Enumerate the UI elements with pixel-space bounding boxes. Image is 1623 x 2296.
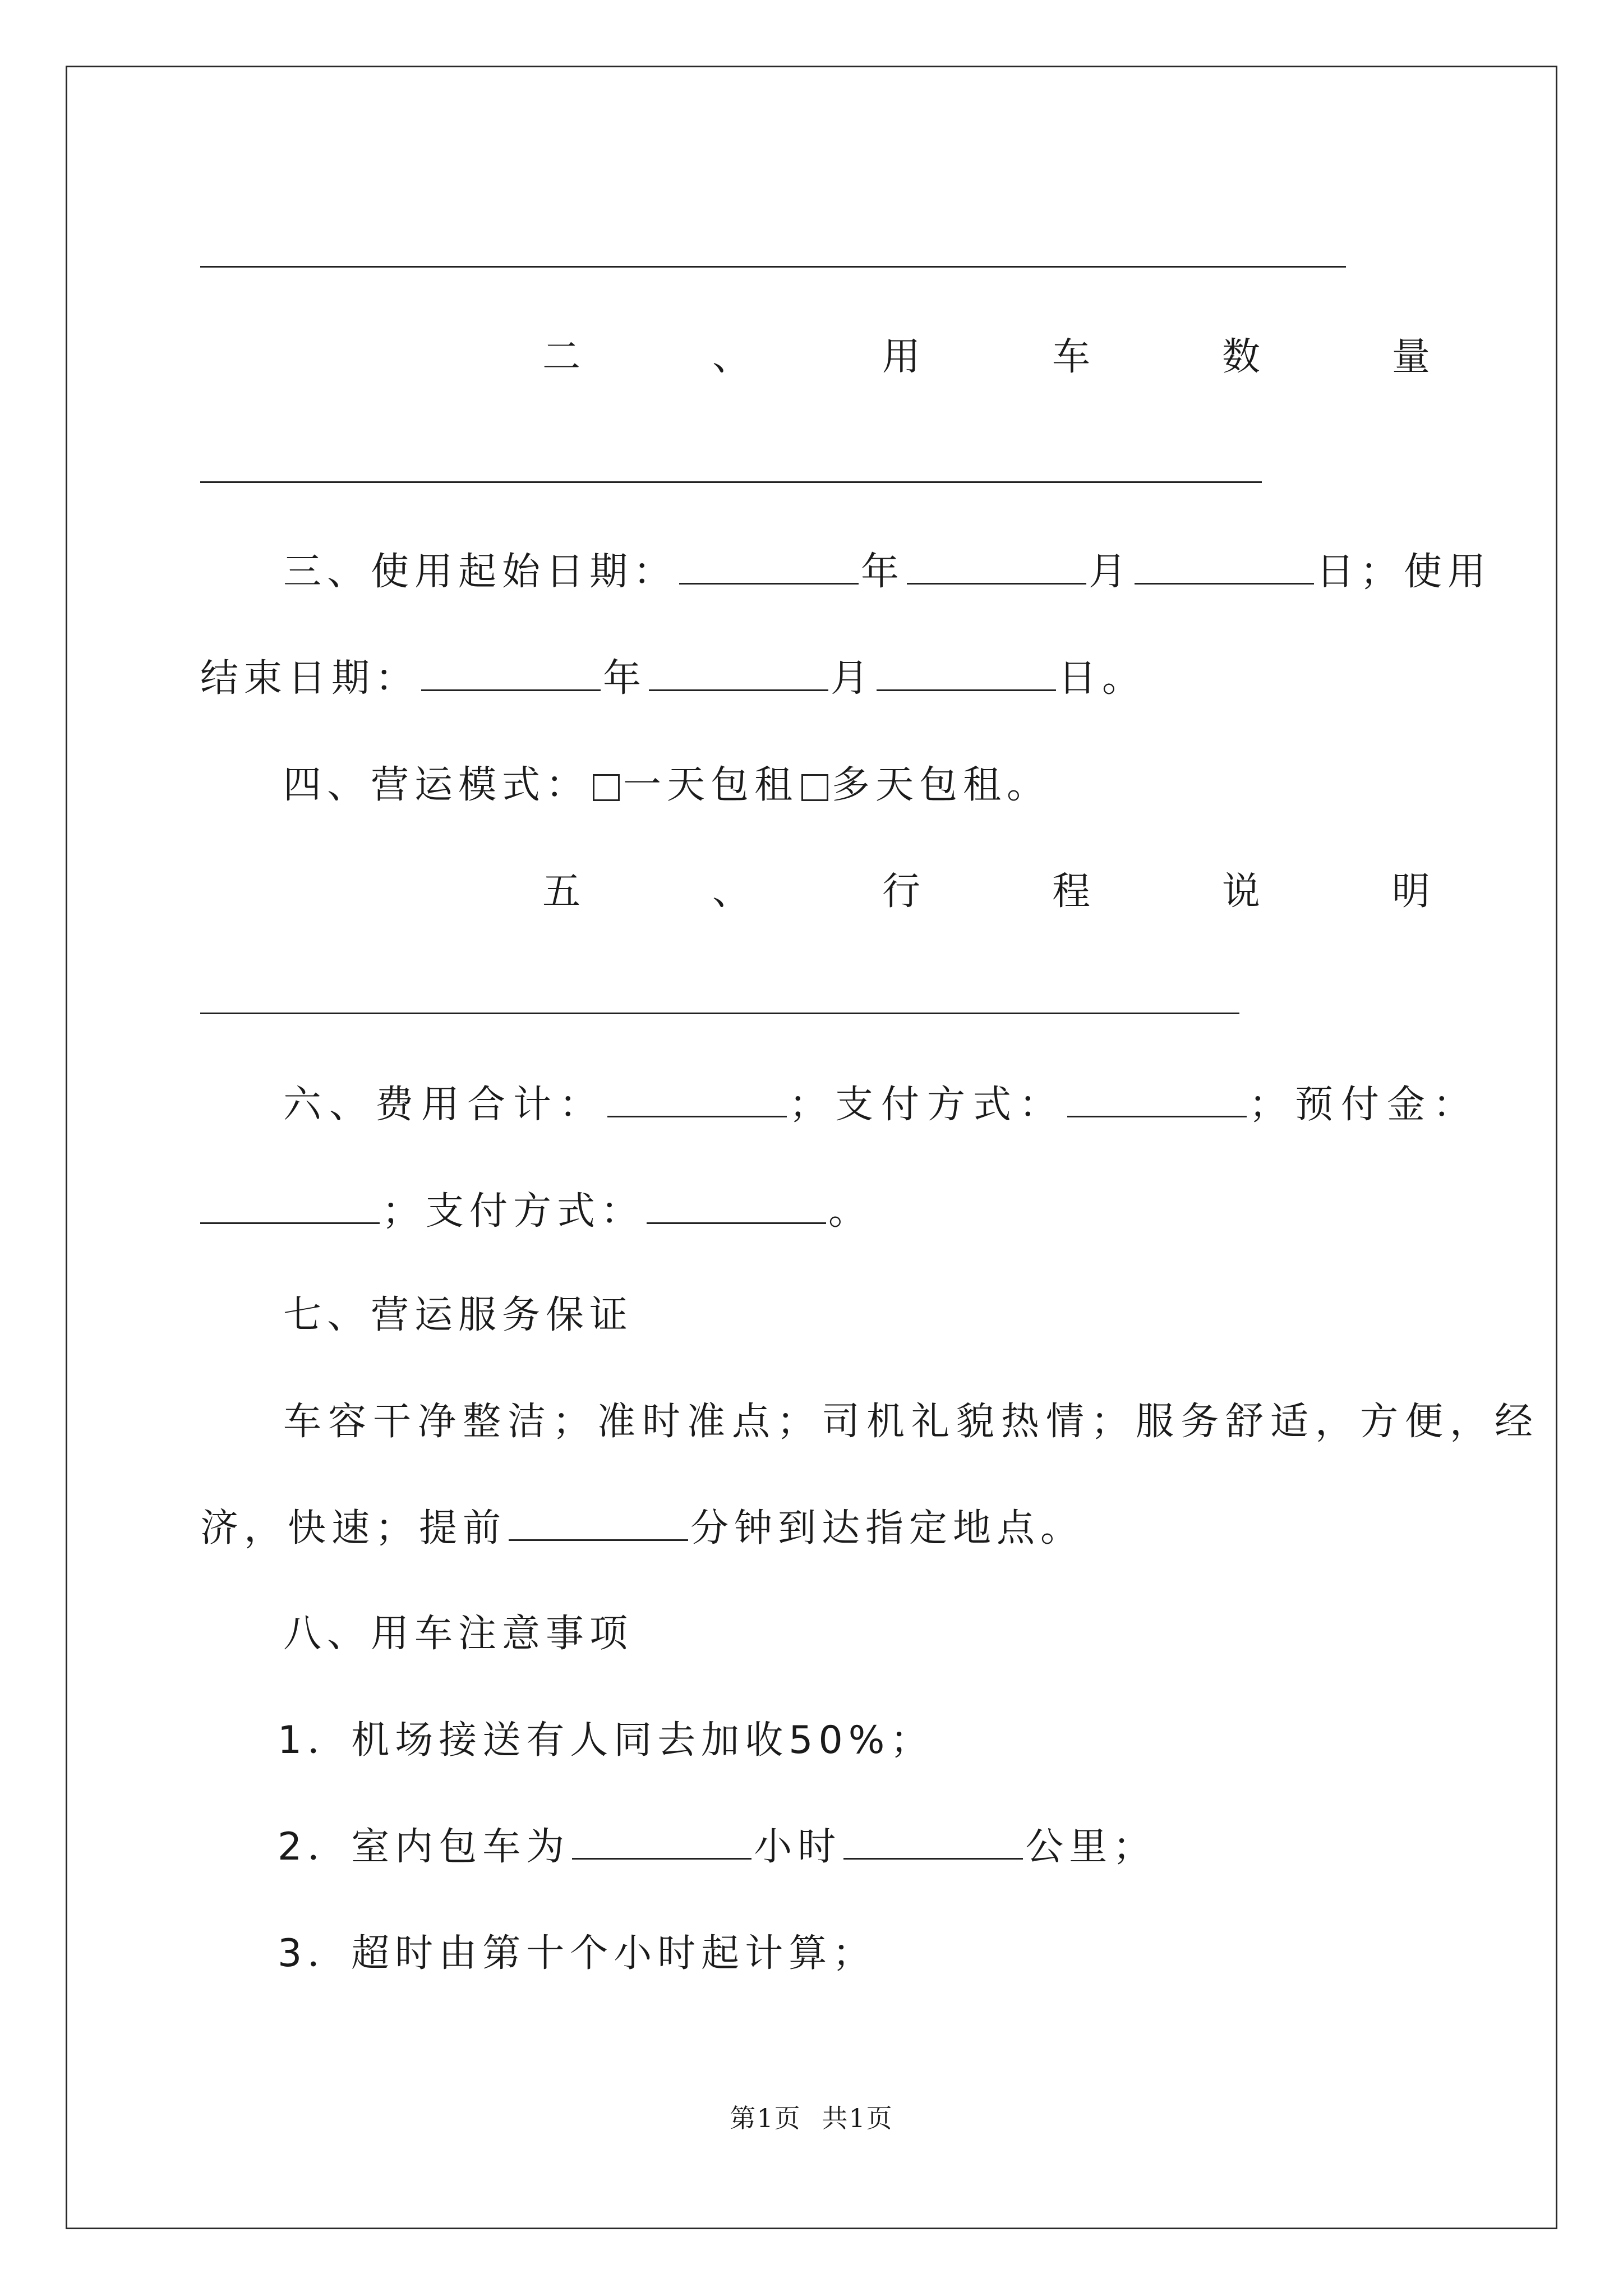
section-7-line-2 bbox=[200, 1503, 1084, 1554]
text: 年 bbox=[603, 656, 647, 701]
text: 1．机场接送有人同去加收50%； bbox=[278, 1718, 934, 1763]
checkbox[interactable] bbox=[801, 774, 828, 801]
heading-char: 程 bbox=[1052, 869, 1090, 914]
heading-char: 二 bbox=[542, 335, 581, 379]
text: 分钟到达指定地点。 bbox=[690, 1506, 1085, 1550]
text: 3．超时由第十个小时起计算； bbox=[278, 1931, 877, 1976]
heading-char: 明 bbox=[1391, 869, 1430, 914]
text: 八、用车注意事项 bbox=[283, 1612, 634, 1656]
section-8-item-3 bbox=[278, 1929, 876, 1979]
blank-field[interactable] bbox=[1067, 1082, 1247, 1117]
section-4 bbox=[283, 760, 1050, 811]
text: 结束日期： bbox=[200, 656, 419, 701]
text: 济，快速；提前 bbox=[200, 1506, 507, 1550]
page-footer bbox=[0, 2098, 1623, 2135]
blank-field[interactable] bbox=[843, 1824, 1023, 1860]
text: 车容干净整洁；准时准点；司机礼貌热情；服务舒适，方便，经 bbox=[283, 1400, 1540, 1444]
text: 七、营运服务保证 bbox=[283, 1293, 634, 1337]
blank-field[interactable] bbox=[572, 1824, 751, 1860]
section-5-heading bbox=[200, 867, 1430, 917]
blank-field[interactable] bbox=[877, 656, 1056, 691]
fill-in-line-3 bbox=[200, 1013, 1239, 1014]
heading-char: 用 bbox=[882, 335, 920, 379]
text: 2．室内包车为 bbox=[278, 1825, 570, 1869]
heading-char: 、 bbox=[712, 335, 750, 379]
text: 六、费用合计： bbox=[283, 1083, 606, 1127]
blank-field[interactable] bbox=[647, 1189, 826, 1224]
text: 月 bbox=[1089, 550, 1133, 594]
text: 三、使用起始日期： bbox=[283, 550, 677, 594]
page-border bbox=[66, 66, 1557, 2229]
section-3-line-1 bbox=[283, 547, 1491, 597]
page-total: 共1页 bbox=[822, 2103, 893, 2133]
heading-char: 、 bbox=[712, 869, 750, 914]
heading-char: 车 bbox=[1052, 335, 1090, 379]
blank-field[interactable] bbox=[649, 656, 828, 691]
blank-field[interactable] bbox=[421, 656, 601, 691]
section-3-line-2 bbox=[200, 654, 1146, 704]
text: ；支付方式： bbox=[382, 1189, 645, 1234]
page-number: 第1页 bbox=[730, 2103, 801, 2133]
checkbox[interactable] bbox=[593, 774, 620, 801]
text: 一天包租 bbox=[623, 763, 799, 807]
blank-field[interactable] bbox=[907, 549, 1086, 585]
section-6-line-1 bbox=[283, 1080, 1479, 1130]
heading-char: 行 bbox=[882, 869, 920, 914]
fill-in-line-2 bbox=[200, 481, 1262, 483]
text: 。 bbox=[828, 1189, 873, 1234]
section-7-line-1 bbox=[283, 1397, 1539, 1447]
text: 四、营运模式： bbox=[283, 763, 590, 807]
section-8-title bbox=[283, 1609, 633, 1659]
blank-field[interactable] bbox=[607, 1082, 787, 1117]
section-7-title bbox=[283, 1290, 633, 1341]
heading-char: 五 bbox=[542, 869, 581, 914]
text: ；支付方式： bbox=[789, 1083, 1066, 1127]
section-6-line-2 bbox=[200, 1186, 872, 1237]
blank-field[interactable] bbox=[679, 549, 859, 585]
text: 公里； bbox=[1025, 1825, 1157, 1869]
blank-field[interactable] bbox=[1135, 549, 1314, 585]
section-8-item-2 bbox=[278, 1822, 1156, 1872]
section-8-item-1 bbox=[278, 1715, 934, 1766]
text: 月 bbox=[831, 656, 875, 701]
heading-char: 数 bbox=[1221, 335, 1260, 379]
text: 年 bbox=[861, 550, 905, 594]
fill-in-line-1 bbox=[200, 266, 1346, 268]
text: 多天包租。 bbox=[832, 763, 1051, 807]
heading-char: 说 bbox=[1221, 869, 1260, 914]
heading-char: 量 bbox=[1391, 335, 1430, 379]
blank-field[interactable] bbox=[200, 1189, 380, 1224]
section-2-heading bbox=[200, 332, 1430, 383]
text: 日。 bbox=[1058, 656, 1146, 701]
text: ；预付金： bbox=[1249, 1083, 1479, 1127]
text: 小时 bbox=[754, 1825, 842, 1869]
blank-field[interactable] bbox=[509, 1506, 688, 1541]
text: 日；使用 bbox=[1316, 550, 1492, 594]
